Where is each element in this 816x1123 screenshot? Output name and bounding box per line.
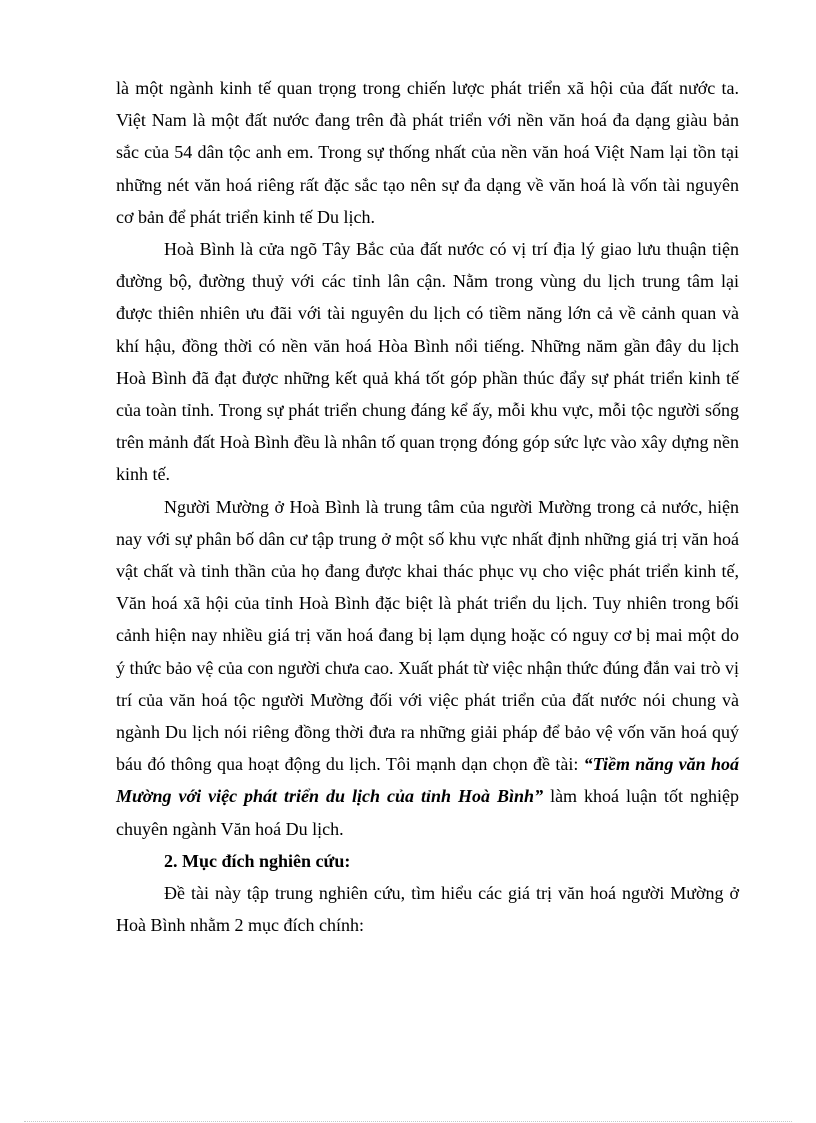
paragraph-intro-continuation: là một ngành kinh tế quan trọng trong chiến lược phát triển xã hội của đất nước ta. Việt Nam là một đất nước đang trên đà phát triển với nền văn hoá đa dạng giàu bản sắc của 54 dân tộc anh em. Trong sự thống nhất của nền văn hoá Việt Nam lại tồn tại những nét văn hoá riêng rất đặc sắc tạo nên sự đa dạng về văn hoá là vốn tài nguyên cơ bản để phát triển kinh tế Du lịch.	[116, 78, 739, 227]
paragraph-muong-text: Người Mường ở Hoà Bình là trung tâm của người Mường trong cả nước, hiện nay với sự phân bố dân cư tập trung ở một số khu vực nhất định những giá trị văn hoá vật chất và tinh thần của họ đang được khai thác phục vụ cho việc phát triển kinh tế, Văn hoá xã hội của tỉnh Hoà Bình đặc biệt là phát triển du lịch. Tuy nhiên trong bối cảnh hiện nay nhiều giá trị văn hoá đang bị lạm dụng hoặc có nguy cơ bị mai một do ý thức bảo vệ của con người chưa cao. Xuất phát từ việc nhận thức đúng đắn vai trò vị trí của văn hoá tộc người Mường đối với việc phát triển của đất nước nói chung và ngành Du lịch nói riêng đồng thời đưa ra những giải pháp để bảo vệ vốn văn hoá quý báu đó thông qua hoạt động du lịch. Tôi mạnh dạn chọn đề tài:	[116, 496, 739, 775]
paragraph-muong-ending: làm khoá luận tốt nghiệp chuyên ngành Văn hoá Du lịch.	[116, 786, 739, 839]
paragraph-hoa-binh-overview: Hoà Bình là cửa ngõ Tây Bắc của đất nước có vị trí địa lý giao lưu thuận tiện đường bộ, đường thuỷ với các tỉnh lân cận. Nằm trong vùng du lịch trung tâm lại được thiên nhiên ưu đãi với tài nguyên du lịch có tiềm năng lớn cả về cảnh quan và khí hậu, đồng thời có nền văn hoá Hòa Bình nổi tiếng. Những năm gần đây du lịch Hoà Bình đã đạt được những kết quả khá tốt góp phần thúc đẩy sự phát triển kinh tế của toàn tỉnh. Trong sự phát triển chung đáng kể ấy, mỗi khu vực, mỗi tộc người sống trên mảnh đất Hoà Bình đều là nhân tố quan trọng đóng góp sức lực vào xây dựng nền kinh tế.	[116, 239, 739, 485]
document-page	[116, 72, 739, 941]
paragraph-muong-people	[116, 491, 739, 845]
section-heading-research-purpose: 2. Mục đích nghiên cứu:	[164, 850, 351, 871]
paragraph-research-focus: Đề tài này tập trung nghiên cứu, tìm hiểu các giá trị văn hoá người Mường ở Hoà Bình nhằm 2 mục đích chính:	[116, 883, 739, 936]
page-bottom-divider	[24, 1121, 792, 1122]
thesis-title-quote: “Tiềm năng văn hoá Mường với việc phát triển du lịch của tỉnh Hoà Bình”	[116, 754, 739, 807]
